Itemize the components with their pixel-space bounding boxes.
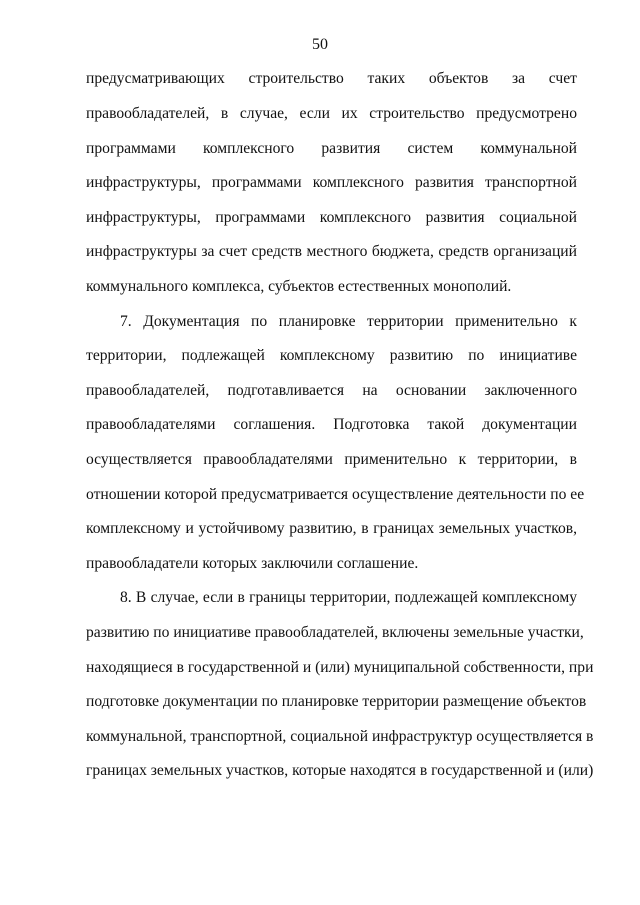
- text-line: инфраструктуры, программами комплексного развития социальной: [86, 209, 577, 226]
- text-line: программами комплексного развития систем коммунальной: [86, 140, 577, 157]
- text-line: инфраструктуры, программами комплексного развития транспортной: [86, 174, 577, 191]
- text-line: развитию по инициативе правообладателей, включены земельные участки,: [86, 624, 584, 641]
- text-line: находящиеся в государственной и (или) муниципальной собственности, при: [86, 659, 594, 676]
- text-line: коммунального комплекса, субъектов естественных монополий.: [86, 278, 512, 295]
- text-line: предусматривающих строительство таких объектов за счет: [86, 70, 577, 87]
- text-line: 7. Документация по планировке территории применительно к: [120, 313, 577, 330]
- text-line: комплексному и устойчивому развитию, в границах земельных участков,: [86, 520, 577, 537]
- text-line: территории, подлежащей комплексному развитию по инициативе: [86, 347, 577, 364]
- text-line: правообладателей, подготавливается на основании заключенного: [86, 382, 577, 399]
- text-line: отношении которой предусматривается осуществление деятельности по ее: [86, 486, 585, 503]
- text-line: инфраструктуры за счет средств местного бюджета, средств организаций: [86, 243, 577, 260]
- text-line: 8. В случае, если в границы территории, подлежащей комплексному: [120, 589, 577, 606]
- text-line: правообладатели которых заключили соглашение.: [86, 555, 419, 572]
- text-line: границах земельных участков, которые находятся в государственной и (или): [86, 762, 594, 779]
- text-line: коммунальной, транспортной, социальной инфраструктур осуществляется в: [86, 728, 594, 745]
- text-line: осуществляется правообладателями применительно к территории, в: [86, 451, 577, 468]
- page-number: 50: [312, 36, 328, 53]
- text-line: подготовке документации по планировке территории размещение объектов: [86, 693, 587, 710]
- text-line: правообладателями соглашения. Подготовка такой документации: [86, 416, 577, 433]
- text-line: правообладателей, в случае, если их строительство предусмотрено: [86, 105, 577, 122]
